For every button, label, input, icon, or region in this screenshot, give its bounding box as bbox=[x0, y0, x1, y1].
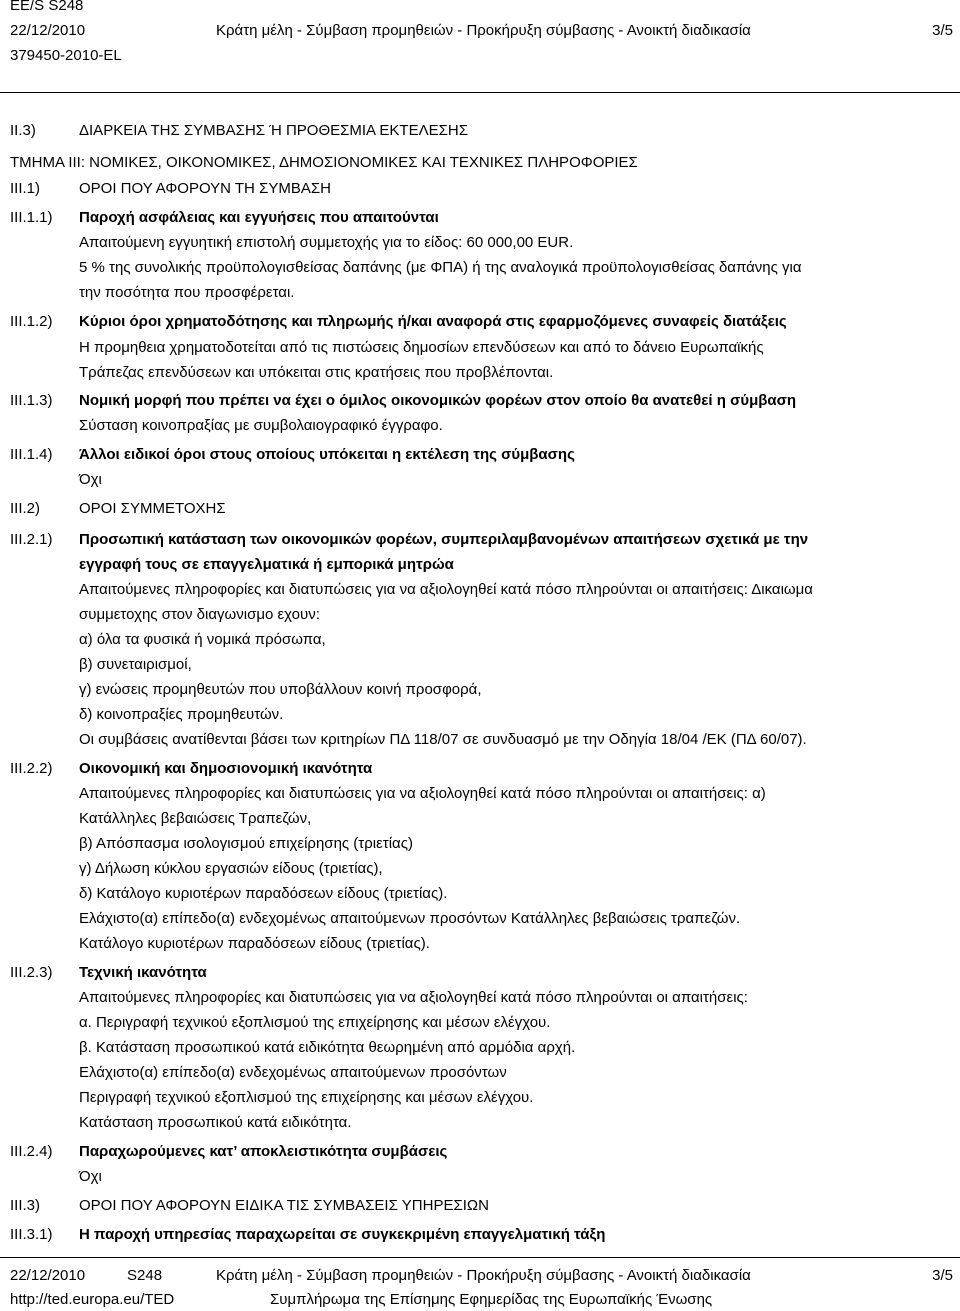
section-heading: Παροχή ασφάλειας και εγγυήσεις που απαιτούνται bbox=[79, 209, 439, 226]
text-line: Κατάσταση προσωπικού κατά ειδικότητα. bbox=[79, 1114, 352, 1131]
text-line: την ποσότητα που προσφέρεται. bbox=[79, 284, 295, 301]
section-label: III.1.4) bbox=[10, 446, 53, 463]
section-label: III.1) bbox=[10, 180, 41, 197]
section-heading: Κύριοι όροι χρηματοδότησης και πληρωμής ή/και αναφορά στις εφαρμοζόμενες συναφείς διατάξεις bbox=[79, 313, 787, 330]
text-line: β) συνεταιρισμοί, bbox=[79, 656, 192, 673]
header-doc-number: 379450-2010-EL bbox=[10, 47, 122, 64]
header-title: Κράτη μέλη - Σύμβαση προμηθειών - Προκήρυξη σύμβασης - Ανοικτή διαδικασία bbox=[216, 22, 751, 39]
text-line: Σύσταση κοινοπραξίας με συμβολαιογραφικό έγγραφο. bbox=[79, 417, 443, 434]
header-page-number: 3/5 bbox=[932, 22, 953, 39]
text-line: Περιγραφή τεχνικού εξοπλισμού της επιχείρησης και μέσων ελέγχου. bbox=[79, 1089, 534, 1106]
section-label: III.2.4) bbox=[10, 1143, 53, 1160]
section-heading: Η παροχή υπηρεσίας παραχωρείται σε συγκεκριμένη επαγγελματική τάξη bbox=[79, 1226, 606, 1243]
section-heading: Τεχνική ικανότητα bbox=[79, 964, 207, 981]
text-line: α. Περιγραφή τεχνικού εξοπλισμού της επιχείρησης και μέσων ελέγχου. bbox=[79, 1014, 551, 1031]
footer-code: S248 bbox=[127, 1267, 163, 1284]
text-line: Κατάλληλες βεβαιώσεις Τραπεζών, bbox=[79, 810, 312, 827]
footer-page-number: 3/5 bbox=[932, 1267, 953, 1284]
section-label: III.2.1) bbox=[10, 531, 53, 548]
text-line: δ) Κατάλογο κυριοτέρων παραδόσεων είδους (τριετίας). bbox=[79, 885, 448, 902]
section-label: II.3) bbox=[10, 122, 36, 139]
section-heading: εγγραφή τους σε επαγγελματικά ή εμπορικά μητρώα bbox=[79, 556, 454, 573]
section-heading: Παραχωρούμενες κατ’ αποκλειστικότητα συμβάσεις bbox=[79, 1143, 448, 1160]
section-label: III.1.2) bbox=[10, 313, 53, 330]
text-line: Απαιτούμενη εγγυητική επιστολή συμμετοχής για το είδος: 60 000,00 EUR. bbox=[79, 234, 574, 251]
section-label: III.2) bbox=[10, 500, 41, 517]
text-line: Τράπεζας επενδύσεων και υπόκειται στις κρατήσεις που προβλέπονται. bbox=[79, 364, 554, 381]
text-line: Η προμηθεια χρηματοδοτείται από τις πιστώσεις δημοσίων επενδύσεων και από το δάνειο Ευρωπαϊκής bbox=[79, 339, 764, 356]
text-line: α) όλα τα φυσικά ή νομικά πρόσωπα, bbox=[79, 631, 326, 648]
text-line: Ελάχιστο(α) επίπεδο(α) ενδεχομένως απαιτούμενων προσόντων bbox=[79, 1064, 507, 1081]
section-label: III.2.2) bbox=[10, 760, 53, 777]
text-line: 5 % της συνολικής προϋπολογισθείσας δαπάνης (με ΦΠΑ) ή της αναλογικά προϋπολογισθείσας δαπάνης για bbox=[79, 259, 802, 276]
section-heading: Νομική μορφή που πρέπει να έχει ο όμιλος οικονομικών φορέων στον οποίο θα ανατεθεί η σύμβαση bbox=[79, 392, 797, 409]
part-title: ΤΜΗΜΑ III: ΝΟΜΙΚΕΣ, ΟΙΚΟΝΟΜΙΚΕΣ, ΔΗΜΟΣΙΟΝΟΜΙΚΕΣ ΚΑΙ ΤΕΧΝΙΚΕΣ ΠΛΗΡΟΦΟΡΙΕΣ bbox=[10, 154, 638, 171]
text-line: β. Κατάσταση προσωπικού κατά ειδικότητα θεωρημένη από αρμόδια αρχή. bbox=[79, 1039, 576, 1056]
footer-title: Κράτη μέλη - Σύμβαση προμηθειών - Προκήρυξη σύμβασης - Ανοικτή διαδικασία bbox=[216, 1267, 751, 1284]
section-title: ΟΡΟΙ ΠΟΥ ΑΦΟΡΟΥΝ ΕΙΔΙΚΑ ΤΙΣ ΣΥΜΒΑΣΕΙΣ ΥΠΗΡΕΣΙΩΝ bbox=[79, 1197, 489, 1214]
text-line: δ) κοινοπραξίες προμηθευτών. bbox=[79, 706, 284, 723]
header-doc-code: EE/S S248 bbox=[10, 0, 84, 14]
footer-url-link[interactable]: http://ted.europa.eu/TED bbox=[10, 1291, 175, 1308]
text-line: Όχι bbox=[79, 471, 102, 488]
section-title: ΔΙΑΡΚΕΙΑ ΤΗΣ ΣΥΜΒΑΣΗΣ Ή ΠΡΟΘΕΣΜΙΑ ΕΚΤΕΛΕΣΗΣ bbox=[79, 122, 468, 139]
footer-supplement: Συμπλήρωμα της Επίσημης Εφημερίδας της Ευρωπαϊκής Ένωσης bbox=[270, 1291, 713, 1308]
section-title: ΟΡΟΙ ΣΥΜΜΕΤΟΧΗΣ bbox=[79, 500, 226, 517]
text-line: γ) ενώσεις προμηθευτών που υποβάλλουν κοινή προσφορά, bbox=[79, 681, 482, 698]
header-date: 22/12/2010 bbox=[10, 22, 86, 39]
section-heading: Άλλοι ειδικοί όροι στους οποίους υπόκειται η εκτέλεση της σύμβασης bbox=[79, 446, 575, 463]
text-line: β) Απόσπασμα ισολογισμού επιχείρησης (τριετίας) bbox=[79, 835, 413, 852]
header-divider bbox=[0, 92, 960, 93]
text-line: Απαιτούμενες πληροφορίες και διατυπώσεις για να αξιολογηθεί κατά πόσο πληρούνται οι απαιτήσεις: Δικαιωμα bbox=[79, 581, 813, 598]
section-label: III.1.1) bbox=[10, 209, 53, 226]
section-label: III.1.3) bbox=[10, 392, 53, 409]
section-label: III.3) bbox=[10, 1197, 41, 1214]
section-label: III.3.1) bbox=[10, 1226, 53, 1243]
section-label: III.2.3) bbox=[10, 964, 53, 981]
text-line: Όχι bbox=[79, 1168, 102, 1185]
text-line: Κατάλογο κυριοτέρων παραδόσεων είδους (τριετίας). bbox=[79, 935, 430, 952]
text-line: Απαιτούμενες πληροφορίες και διατυπώσεις για να αξιολογηθεί κατά πόσο πληρούνται οι απαιτήσεις: bbox=[79, 989, 748, 1006]
text-line: συμμετοχης στον διαγωνισμο εχουν: bbox=[79, 606, 320, 623]
footer-date: 22/12/2010 bbox=[10, 1267, 86, 1284]
text-line: Οι συμβάσεις ανατίθενται βάσει των κριτηρίων ΠΔ 118/07 σε συνδυασμό με την Οδηγία 18/04 /ΕΚ (ΠΔ 60/07). bbox=[79, 731, 807, 748]
text-line: γ) Δήλωση κύκλου εργασιών είδους (τριετίας), bbox=[79, 860, 383, 877]
text-line: Ελάχιστο(α) επίπεδο(α) ενδεχομένως απαιτούμενων προσόντων Κατάλληλες βεβαιώσεις τραπεζών. bbox=[79, 910, 741, 927]
section-heading: Οικονομική και δημοσιονομική ικανότητα bbox=[79, 760, 373, 777]
text-line: Απαιτούμενες πληροφορίες και διατυπώσεις για να αξιολογηθεί κατά πόσο πληρούνται οι απαιτήσεις: α) bbox=[79, 785, 766, 802]
footer-divider bbox=[0, 1257, 960, 1258]
section-heading: Προσωπική κατάσταση των οικονομικών φορέων, συμπεριλαμβανομένων απαιτήσεων σχετικά με την bbox=[79, 531, 809, 548]
section-title: ΟΡΟΙ ΠΟΥ ΑΦΟΡΟΥΝ ΤΗ ΣΥΜΒΑΣΗ bbox=[79, 180, 331, 197]
